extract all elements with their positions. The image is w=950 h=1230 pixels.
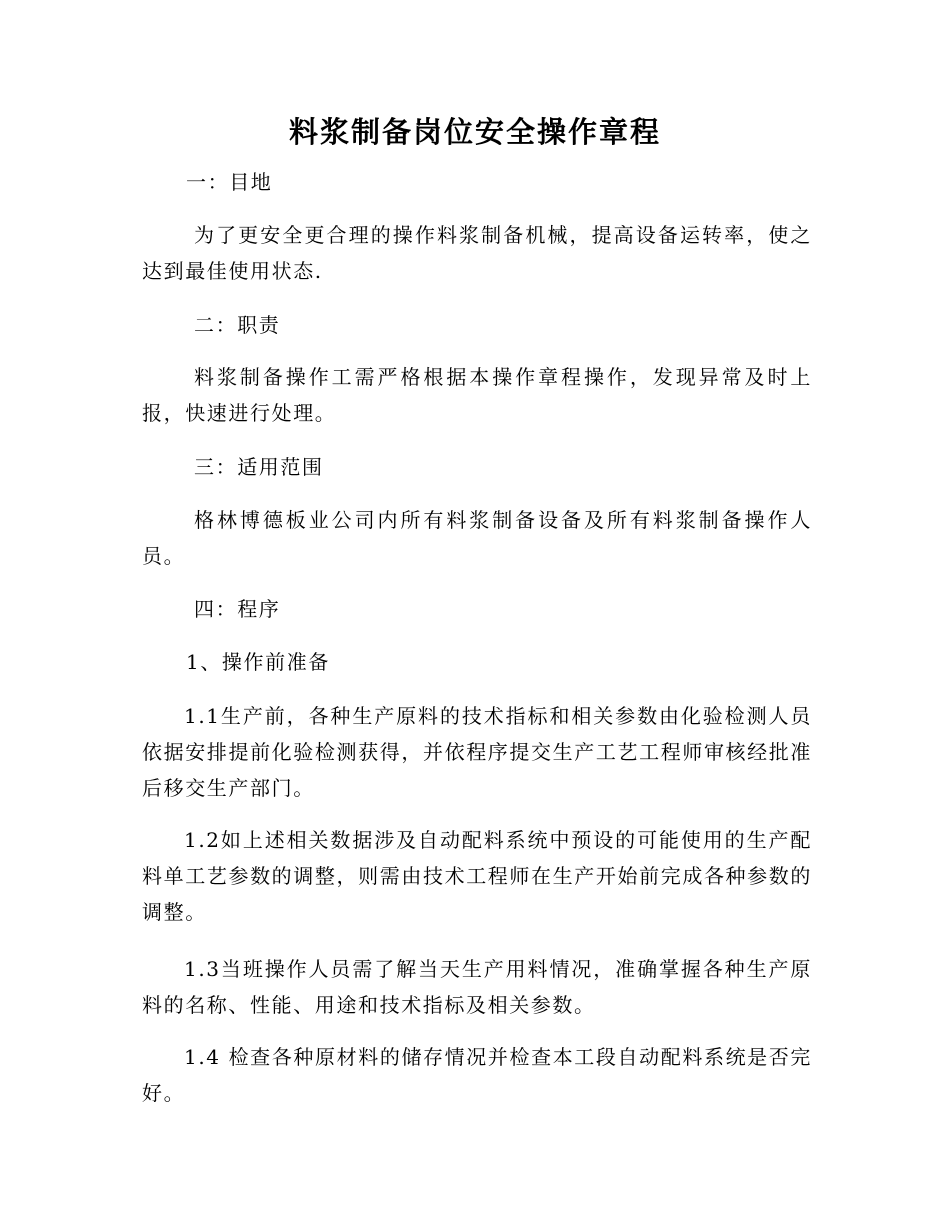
section-heading-scope: 三：适用范围: [194, 455, 324, 479]
item-1-3: 1.3当班操作人员需了解当天生产用料情况，准确掌握各种生产原料的名称、性能、用途和技术指标及相关参数。: [142, 957, 812, 1017]
section-text-duty: 料浆制备操作工需严格根据本操作章程操作，发现异常及时上报，快速进行处理。: [142, 365, 812, 425]
item-1-1: 1.1生产前，各种生产原料的技术指标和相关参数由化验检测人员依据安排提前化验检测获得，并依程序提交生产工艺工程师审核经批准后移交生产部门。: [142, 704, 812, 800]
section-heading-purpose: 一：目地: [186, 170, 273, 194]
item-1-2: 1.2如上述相关数据涉及自动配料系统中预设的可能使用的生产配料单工艺参数的调整，则需由技术工程师在生产开始前完成各种参数的调整。: [142, 828, 812, 924]
section-text-purpose: 为了更安全更合理的操作料浆制备机械，提高设备运转率，使之达到最佳使用状态.: [142, 223, 812, 283]
section-heading-procedure: 四：程序: [194, 597, 281, 621]
section-text-scope: 格林博德板业公司内所有料浆制备设备及所有料浆制备操作人员。: [142, 508, 812, 568]
item-1-4: 1.4 检查各种原材料的储存情况并检查本工段自动配料系统是否完好。: [142, 1045, 812, 1105]
subsection-heading-prep: 1、操作前准备: [186, 650, 330, 674]
document-title: 料浆制备岗位安全操作章程: [288, 115, 661, 149]
section-heading-duty: 二：职责: [194, 313, 281, 337]
